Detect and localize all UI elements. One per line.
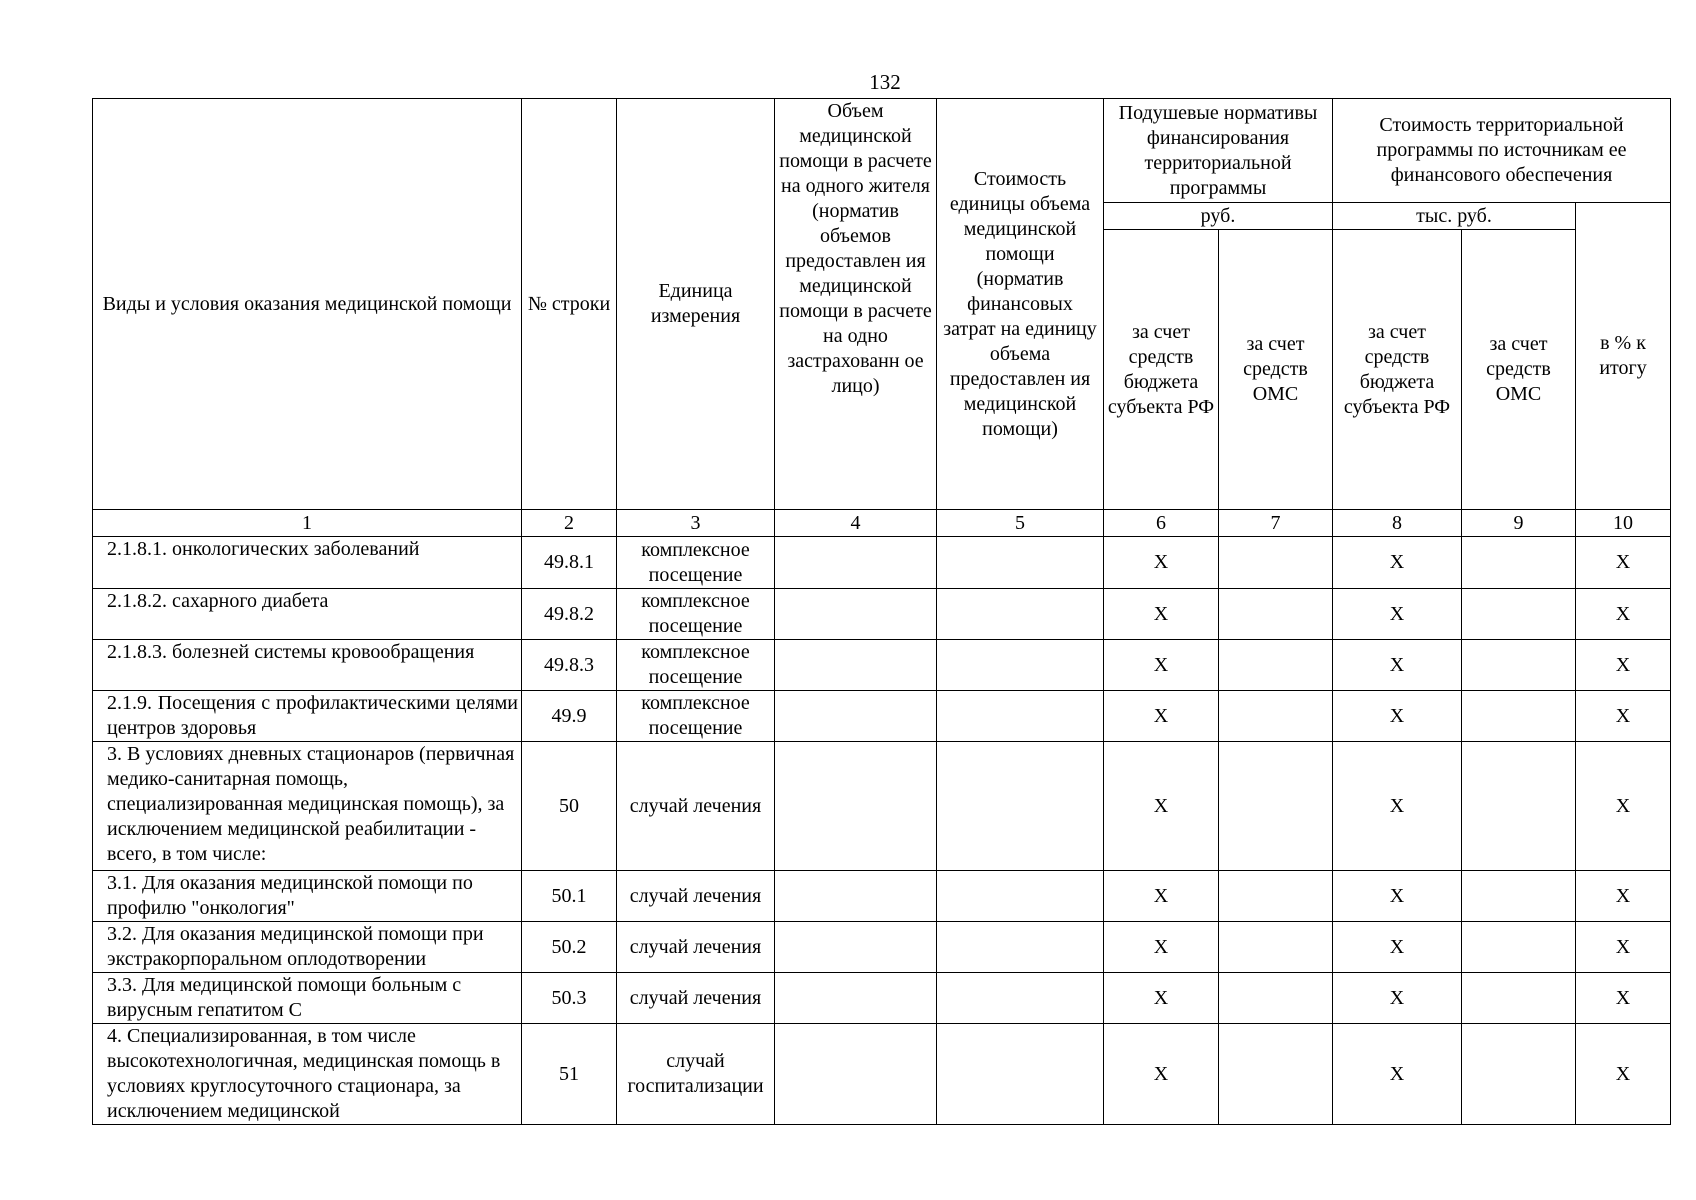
row-col10: X <box>1576 1024 1671 1125</box>
row-col8: X <box>1333 589 1462 640</box>
table-body <box>93 537 1671 1125</box>
row-col7 <box>1219 973 1333 1024</box>
row-col6: X <box>1104 973 1219 1024</box>
row-unit: комплексное посещение <box>617 589 775 640</box>
header-line-number: № строки <box>522 99 617 510</box>
row-col8: X <box>1333 537 1462 589</box>
row-unit-cost <box>937 871 1104 922</box>
row-volume <box>775 871 937 922</box>
row-col7 <box>1219 537 1333 589</box>
column-number: 1 <box>93 510 522 537</box>
page-number: 132 <box>869 70 901 94</box>
row-name: 3.2. Для оказания медицинской помощи при экстракорпоральном оплодотворении <box>93 922 522 973</box>
header-unit: Единица измерения <box>617 99 775 510</box>
row-col8: X <box>1333 1024 1462 1125</box>
header-unit-cost: Стоимость единицы объема медицинской помощи (норматив финансовых затрат на единицу объема предоставлен ия медицинской помощи) <box>937 99 1104 510</box>
table-row <box>93 742 1671 871</box>
row-col6: X <box>1104 922 1219 973</box>
row-col6: X <box>1104 691 1219 742</box>
row-col9 <box>1462 589 1576 640</box>
row-name: 2.1.8.1. онкологических заболеваний <box>93 537 522 589</box>
row-name: 4. Специализированная, в том числе высокотехнологичная, медицинская помощь в условиях круглосуточного стационара, за исключением медицинской <box>93 1024 522 1125</box>
row-col10: X <box>1576 742 1671 871</box>
row-col8: X <box>1333 922 1462 973</box>
row-line-number: 51 <box>522 1024 617 1125</box>
row-col10: X <box>1576 589 1671 640</box>
row-volume <box>775 589 937 640</box>
row-unit-cost <box>937 640 1104 691</box>
header-oms-rub: за счет средств ОМС <box>1219 230 1333 510</box>
column-number-row <box>93 510 1671 537</box>
row-line-number: 49.8.1 <box>522 537 617 589</box>
row-unit: случай лечения <box>617 871 775 922</box>
header-regional-budget-rub: за счет средств бюджета субъекта РФ <box>1104 230 1219 510</box>
row-unit: случай лечения <box>617 922 775 973</box>
row-col7 <box>1219 922 1333 973</box>
table-row <box>93 537 1671 589</box>
row-unit: комплексное посещение <box>617 537 775 589</box>
column-number: 8 <box>1333 510 1462 537</box>
header-per-capita-group: Подушевые нормативы финансирования территориальной программы <box>1104 99 1333 203</box>
table-row <box>93 640 1671 691</box>
column-number: 4 <box>775 510 937 537</box>
row-volume <box>775 537 937 589</box>
row-line-number: 50.1 <box>522 871 617 922</box>
row-col6: X <box>1104 640 1219 691</box>
row-col9 <box>1462 973 1576 1024</box>
row-col7 <box>1219 640 1333 691</box>
row-col9 <box>1462 640 1576 691</box>
row-unit: комплексное посещение <box>617 640 775 691</box>
row-col8: X <box>1333 973 1462 1024</box>
row-volume <box>775 973 937 1024</box>
row-name: 2.1.9. Посещения с профилактическими целями центров здоровья <box>93 691 522 742</box>
column-number: 5 <box>937 510 1104 537</box>
row-col9 <box>1462 871 1576 922</box>
header-unit-thousand-rub: тыс. руб. <box>1333 203 1576 230</box>
row-col6: X <box>1104 871 1219 922</box>
row-col6: X <box>1104 589 1219 640</box>
column-number: 10 <box>1576 510 1671 537</box>
row-col9 <box>1462 691 1576 742</box>
row-col7 <box>1219 871 1333 922</box>
row-unit: комплексное посещение <box>617 691 775 742</box>
column-number: 3 <box>617 510 775 537</box>
row-volume <box>775 691 937 742</box>
row-unit-cost <box>937 973 1104 1024</box>
row-unit: случай госпитализации <box>617 1024 775 1125</box>
header-percent-of-total: в % к итогу <box>1576 203 1671 510</box>
table-row <box>93 922 1671 973</box>
table-row <box>93 1024 1671 1125</box>
row-volume <box>775 1024 937 1125</box>
row-col10: X <box>1576 691 1671 742</box>
row-col10: X <box>1576 922 1671 973</box>
column-number: 7 <box>1219 510 1333 537</box>
row-col8: X <box>1333 871 1462 922</box>
row-col9 <box>1462 922 1576 973</box>
header-oms-thousand: за счет средств ОМС <box>1462 230 1576 510</box>
table-row <box>93 871 1671 922</box>
column-number: 6 <box>1104 510 1219 537</box>
row-volume <box>775 742 937 871</box>
header-kinds-conditions: Виды и условия оказания медицинской помощи <box>93 99 522 510</box>
row-unit-cost <box>937 742 1104 871</box>
row-name: 2.1.8.3. болезней системы кровообращения <box>93 640 522 691</box>
table-row <box>93 589 1671 640</box>
row-col7 <box>1219 589 1333 640</box>
header-program-cost-group: Стоимость территориальной программы по источникам ее финансового обеспечения <box>1333 99 1671 203</box>
row-unit: случай лечения <box>617 973 775 1024</box>
row-unit-cost <box>937 922 1104 973</box>
row-name: 3.3. Для медицинской помощи больным с вирусным гепатитом С <box>93 973 522 1024</box>
table-row <box>93 691 1671 742</box>
row-name: 3. В условиях дневных стационаров (первичная медико-санитарная помощь, специализированная медицинская помощь), за исключением медицинской реабилитации - всего, в том числе: <box>93 742 522 871</box>
financing-table <box>92 98 1671 1125</box>
row-unit-cost <box>937 691 1104 742</box>
row-col6: X <box>1104 1024 1219 1125</box>
row-col8: X <box>1333 742 1462 871</box>
row-col9 <box>1462 537 1576 589</box>
row-line-number: 50.3 <box>522 973 617 1024</box>
column-number: 9 <box>1462 510 1576 537</box>
row-col10: X <box>1576 640 1671 691</box>
row-unit: случай лечения <box>617 742 775 871</box>
row-line-number: 50.2 <box>522 922 617 973</box>
row-col7 <box>1219 1024 1333 1125</box>
row-line-number: 49.8.2 <box>522 589 617 640</box>
row-line-number: 49.9 <box>522 691 617 742</box>
row-col6: X <box>1104 742 1219 871</box>
table-header <box>93 99 1671 537</box>
row-col10: X <box>1576 871 1671 922</box>
row-col7 <box>1219 691 1333 742</box>
row-unit-cost <box>937 1024 1104 1125</box>
row-name: 2.1.8.2. сахарного диабета <box>93 589 522 640</box>
row-col7 <box>1219 742 1333 871</box>
table-row <box>93 973 1671 1024</box>
row-col10: X <box>1576 973 1671 1024</box>
header-volume-per-resident: Объем медицинской помощи в расчете на одного жителя (норматив объемов предоставлен ия медицинской помощи в расчете на одно застрахованн ое лицо) <box>775 99 937 510</box>
row-name: 3.1. Для оказания медицинской помощи по профилю "онкология" <box>93 871 522 922</box>
header-regional-budget-thousand: за счет средств бюджета субъекта РФ <box>1333 230 1462 510</box>
row-line-number: 49.8.3 <box>522 640 617 691</box>
header-unit-rub: руб. <box>1104 203 1333 230</box>
row-col8: X <box>1333 640 1462 691</box>
row-volume <box>775 640 937 691</box>
row-col9 <box>1462 1024 1576 1125</box>
column-number: 2 <box>522 510 617 537</box>
row-volume <box>775 922 937 973</box>
row-col8: X <box>1333 691 1462 742</box>
row-col6: X <box>1104 537 1219 589</box>
row-unit-cost <box>937 589 1104 640</box>
row-col10: X <box>1576 537 1671 589</box>
row-col9 <box>1462 742 1576 871</box>
row-line-number: 50 <box>522 742 617 871</box>
row-unit-cost <box>937 537 1104 589</box>
